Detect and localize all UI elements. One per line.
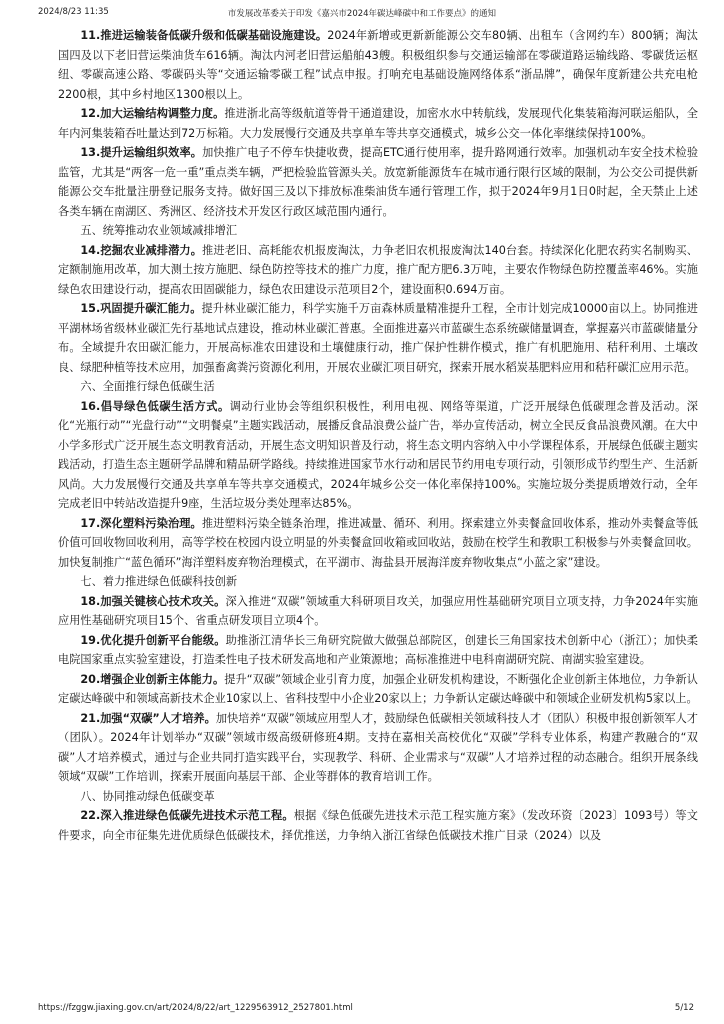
print-footer	[0, 1003, 724, 1019]
item-22	[58, 806, 698, 845]
section-heading-7: 七、着力推进绿色低碳科技创新	[80, 575, 238, 588]
item-text: 提升林业碳汇能力，科学实施千万亩森林质量精准提升工程，全市计划完成10000亩以上。协同推进平湖林场省级林业碳汇先行基地试点建设，推动林业碳汇普惠。全面推进嘉兴市蓝碳生态系统碳储量调查，掌握嘉兴市蓝碳储量分布。全域提升农田碳汇能力，开展高标准农田建设和土壤健康行动，推广保护性耕作模式，推广有机肥施用、秸秆利用、土壤改良、绿肥种植等技术应用，加强畜禽粪污资源化利用，开展农业碳汇项目研究，探索开展水稻炭基肥料应用和秸秆碳汇应用示范。	[58, 302, 698, 374]
item-11	[58, 26, 698, 104]
item-text: 深入推进“双碳”领域重大科研项目攻关，加强应用性基础研究项目立项支持，力争2024年实施应用性基础研究项目15个、省重点研发项目立项4个。	[58, 594, 698, 627]
item-heading: 18.加强关键核心技术攻关。	[80, 594, 226, 608]
print-header	[0, 4, 724, 20]
item-text: 调动行业协会等组织积极性，利用电视、网络等渠道，广泛开展绿色低碳理念普及活动。深化“光瓶行动”“光盘行动”“文明餐桌”主题实践活动，展播反食品浪费公益广告，举办宣传活动，树立全民反食品浪费风潮。在大中小学多形式广泛开展生态文明教育活动，开展生态文明知识普及行动，将生态文明内容纳入中小学课程体系，开展绿色低碳主题实践活动，打造生态主题研学品牌和精品研学路线。持续推进国家节水行动和居民节约用电专项行动，引领形成节约型生产、生活新风尚。大力发展慢行交通及共享单车等共享交通模式，2024年城乡公交一体化率保持100%。实施垃圾分类提质增效行动，全年完成老旧中转站改造提升9座，生活垃圾分类处理率达85%。	[58, 399, 698, 510]
item-17	[58, 514, 698, 573]
item-heading: 19.优化提升创新平台能级。	[80, 633, 226, 647]
item-heading: 20.增强企业创新主体能力。	[80, 672, 225, 686]
item-heading: 14.挖掘农业减排潜力。	[80, 243, 203, 257]
item-16	[58, 397, 698, 514]
section-heading-5: 五、统筹推动农业领域减排增汇	[80, 224, 238, 237]
item-heading: 12.加大运输结构调整力度。	[80, 107, 225, 120]
print-page-title: 市发展改革委关于印发《嘉兴市2024年碳达峰碳中和工作要点》的通知	[227, 9, 497, 19]
item-heading: 13.提升运输组织效率。	[80, 146, 203, 159]
item-15	[58, 299, 698, 377]
item-heading: 22.深入推进绿色低碳先进技术示范工程。	[80, 809, 294, 822]
item-heading: 11.推进运输装备低碳升级和低碳基础设施建设。	[80, 29, 328, 42]
item-text: 加快推广电子不停车快捷收费，提高ETC通行使用率，提升路网通行效率。加强机动车安全技术检验监管，尤其是“两客一危一重”重点类车辆，严把检验监管源头关。放宽新能源货车在城市通行限行区域的限制，为公交公司提供新能源公交车批量注册登记服务支持。做好国三及以下排放标准柴油货车通行管理工作，拟于2024年9月1日0时起，全天禁止上述各类车辆在南湖区、秀洲区、经济技术开发区行政区域范围内通行。	[58, 146, 698, 218]
item-text: 推进浙北高等级航道等骨干通道建设，加密水水中转航线，发展现代化集装箱海河联运船队，全年内河集装箱吞吐量达到72万标箱。大力发展慢行交通及共享单车等共享交通模式，城乡公交一体化率继续保持100%。	[58, 107, 698, 140]
item-text: 助推浙江清华长三角研究院做大做强总部院区，创建长三角国家技术创新中心（浙江）；加快柔电院国家重点实验室建设，打造柔性电子技术研发高地和产业策源地；高标准推进中电科南湖研究院、南湖实验室建设。	[58, 633, 698, 666]
print-datetime: 2024/8/23 11:35	[38, 7, 109, 17]
item-20	[58, 670, 698, 709]
item-text: 加快培养“双碳”领域应用型人才，鼓励绿色低碳相关领域科技人才（团队）积极申报创新领军人才（团队）。2024年计划举办“双碳”领域市级高级研修班4期。支持在嘉相关高校优化“双碳”学科专业体系，构建产教融合的“双碳”人才培养模式，通过与企业共同打造实践平台，实现教学、科研、企业需求与“双碳”人才培养过程的动态融合。组织开展条线领域“双碳”工作培训，探索开展面向基层干部、企业等群体的教育培训工作。	[58, 711, 698, 783]
item-text: 提升“双碳”领域企业引育力度，加强企业研发机构建设，不断强化企业创新主体地位，力争新认定碳达峰碳中和领域高新技术企业10家以上、省科技型中小企业20家以上；力争新认定碳达峰碳中和领域企业研发机构5家以上。	[58, 672, 698, 705]
item-14	[58, 241, 698, 300]
item-18	[58, 592, 698, 631]
item-13	[58, 143, 698, 221]
item-12	[58, 104, 698, 143]
document-body	[58, 26, 698, 1002]
print-url: https://fzggw.jiaxing.gov.cn/art/2024/8/22/art_1229563912_2527801.html	[38, 1003, 353, 1013]
item-text: 推进塑料污染全链条治理，推进减量、循环、利用。探索建立外卖餐盒回收体系，推动外卖餐盒等低价值可回收物回收利用，高等学校在校园内设立明显的外卖餐盒回收箱或回收站，鼓励在校学生和教职工积极参与外卖餐盒回收。加快复制推广“蓝色循环”海洋塑料废弃物治理模式，在平湖市、海盐县开展海洋废弃物收集点“小蓝之家”建设。	[58, 516, 698, 569]
section-heading-8: 八、协同推动绿色低碳变革	[80, 789, 215, 803]
item-heading: 21.加强“双碳”人才培养。	[80, 711, 216, 725]
item-19	[58, 631, 698, 670]
item-heading: 16.倡导绿色低碳生活方式。	[80, 399, 230, 413]
page-number: 5/12	[674, 1003, 694, 1013]
section-heading-6: 六、全面推行绿色低碳生活	[80, 380, 215, 393]
item-text: 推进老旧、高耗能农机报废淘汰，力争老旧农机报废淘汰140台套。持续深化化肥农药实名制购买、定额制施用改革，加大测土按方施肥、绿色防控等技术的推广力度，推广配方肥6.3万吨，主要农作物绿色防控覆盖率46%。实施绿色农田建设行动，提高农田固碳能力，绿色农田建设示范项目2个，建设面积0.694万亩。	[58, 243, 698, 296]
item-heading: 17.深化塑料污染治理。	[80, 516, 202, 530]
item-heading: 15.巩固提升碳汇能力。	[80, 302, 202, 315]
item-text: 根据《绿色低碳先进技术示范工程实施方案》（发改环资〔2023〕1093号）等文件要求，向全市征集先进优质绿色低碳技术，择优推送，力争纳入浙江省绿色低碳技术推广目录（2024）以及	[58, 809, 698, 842]
item-21	[58, 709, 698, 787]
item-text: 2024年新增或更新新能源公交车80辆、出租车（含网约车）800辆；淘汰国四及以下老旧营运柴油货车616辆。淘汰内河老旧营运船舶43艘。积极组织参与交通运输部在零碳道路运输线路、零碳货运枢纽、零碳高速公路、零碳码头等“交通运输零碳工程”试点申报。打响充电基础设施网络体系“浙品牌”，确保年度新建公共充电枪2200根，其中乡村地区1300根以上。	[58, 29, 698, 101]
